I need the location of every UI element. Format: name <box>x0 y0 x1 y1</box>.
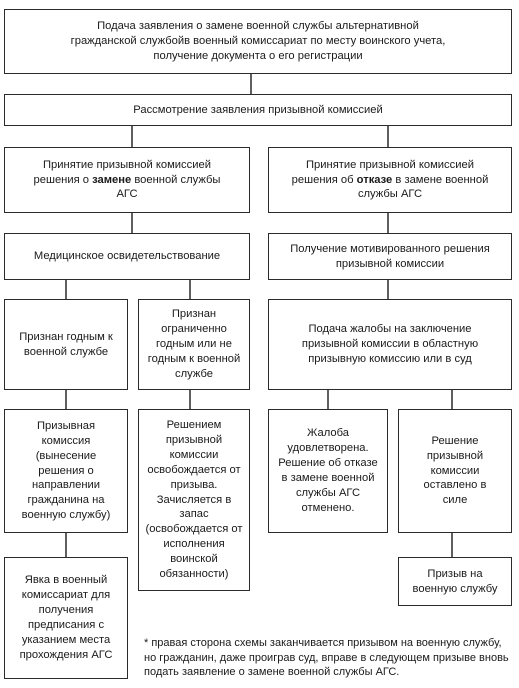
box-military-draft-text: Призыв на военную службу <box>412 567 498 595</box>
box-appeal <box>268 299 512 390</box>
box-medical-text: Медицинское освидетельствование <box>33 250 221 263</box>
decision-refuse-bold: отказе <box>356 173 393 186</box>
decision-replace-bold: замене <box>92 173 132 186</box>
box-released-text: Решением призывной комиссии освобождается от призыва. Зачисляется в запас (освобождается от исполнения воинской обязанности) <box>145 419 243 580</box>
box-decision-replace-text <box>31 158 223 203</box>
decision-replace-pre: Принятие призывной комиссией решения о <box>33 158 211 186</box>
box-motivated-decision <box>268 233 512 280</box>
box-medical <box>4 233 250 280</box>
box-appeal-granted <box>268 409 388 533</box>
box-appeal-text: Подача жалобы на заключение призывной комиссии в областную призывную комиссию или в суд <box>301 323 479 365</box>
box-report-commissariat <box>4 557 128 679</box>
decision-replace-post: военной службы АГС <box>116 173 221 201</box>
box-decision-upheld-text: Решение призывной комиссии оставлено в силе <box>423 434 487 507</box>
box-review <box>4 94 512 126</box>
box-unfit <box>138 299 250 390</box>
decision-refuse-pre: Принятие призывной комиссией решения об <box>291 158 474 186</box>
decision-refuse-post: в замене военной службы АГС <box>357 173 489 201</box>
box-decision-replace <box>4 147 250 213</box>
box-appeal-granted-text: Жалоба удовлетворена. Решение об отказе в замене военной службы АГС отменено. <box>278 427 378 514</box>
box-fit <box>4 299 128 390</box>
box-application <box>4 9 512 74</box>
box-motivated-decision-text: Получение мотивированного решения призывной комиссии <box>290 242 490 270</box>
footnote: * правая сторона схемы заканчивается призывом на военную службу, но гражданин, даже проиграв суд, вправе в следующем призыве вновь подать заявление о замене военной службы АГС. <box>144 637 509 679</box>
box-decision-upheld <box>398 409 512 533</box>
box-decision-refuse <box>268 147 512 213</box>
box-released <box>138 409 250 591</box>
box-review-text: Рассмотрение заявления призывной комиссией <box>133 103 383 116</box>
box-conscription-commission-text: Призывная комиссия (вынесение решения о направлении гражданина на военную службу) <box>21 419 111 522</box>
box-unfit-text: Признан ограниченно годным или не годным к военной службе <box>147 308 241 380</box>
box-decision-refuse-text <box>283 158 497 203</box>
box-military-draft <box>398 557 512 606</box>
box-application-text: Подача заявления о замене военной службы альтернативной гражданской службойв военный комиссариат по месту воинского учета, получение документа о его регистрации <box>70 20 446 62</box>
box-report-commissariat-text: Явка в военный комиссариат для получения предписания с указанием места прохождения АГС <box>19 574 113 661</box>
box-fit-text: Признан годным к военной службе <box>19 330 113 358</box>
box-conscription-commission <box>4 409 128 533</box>
